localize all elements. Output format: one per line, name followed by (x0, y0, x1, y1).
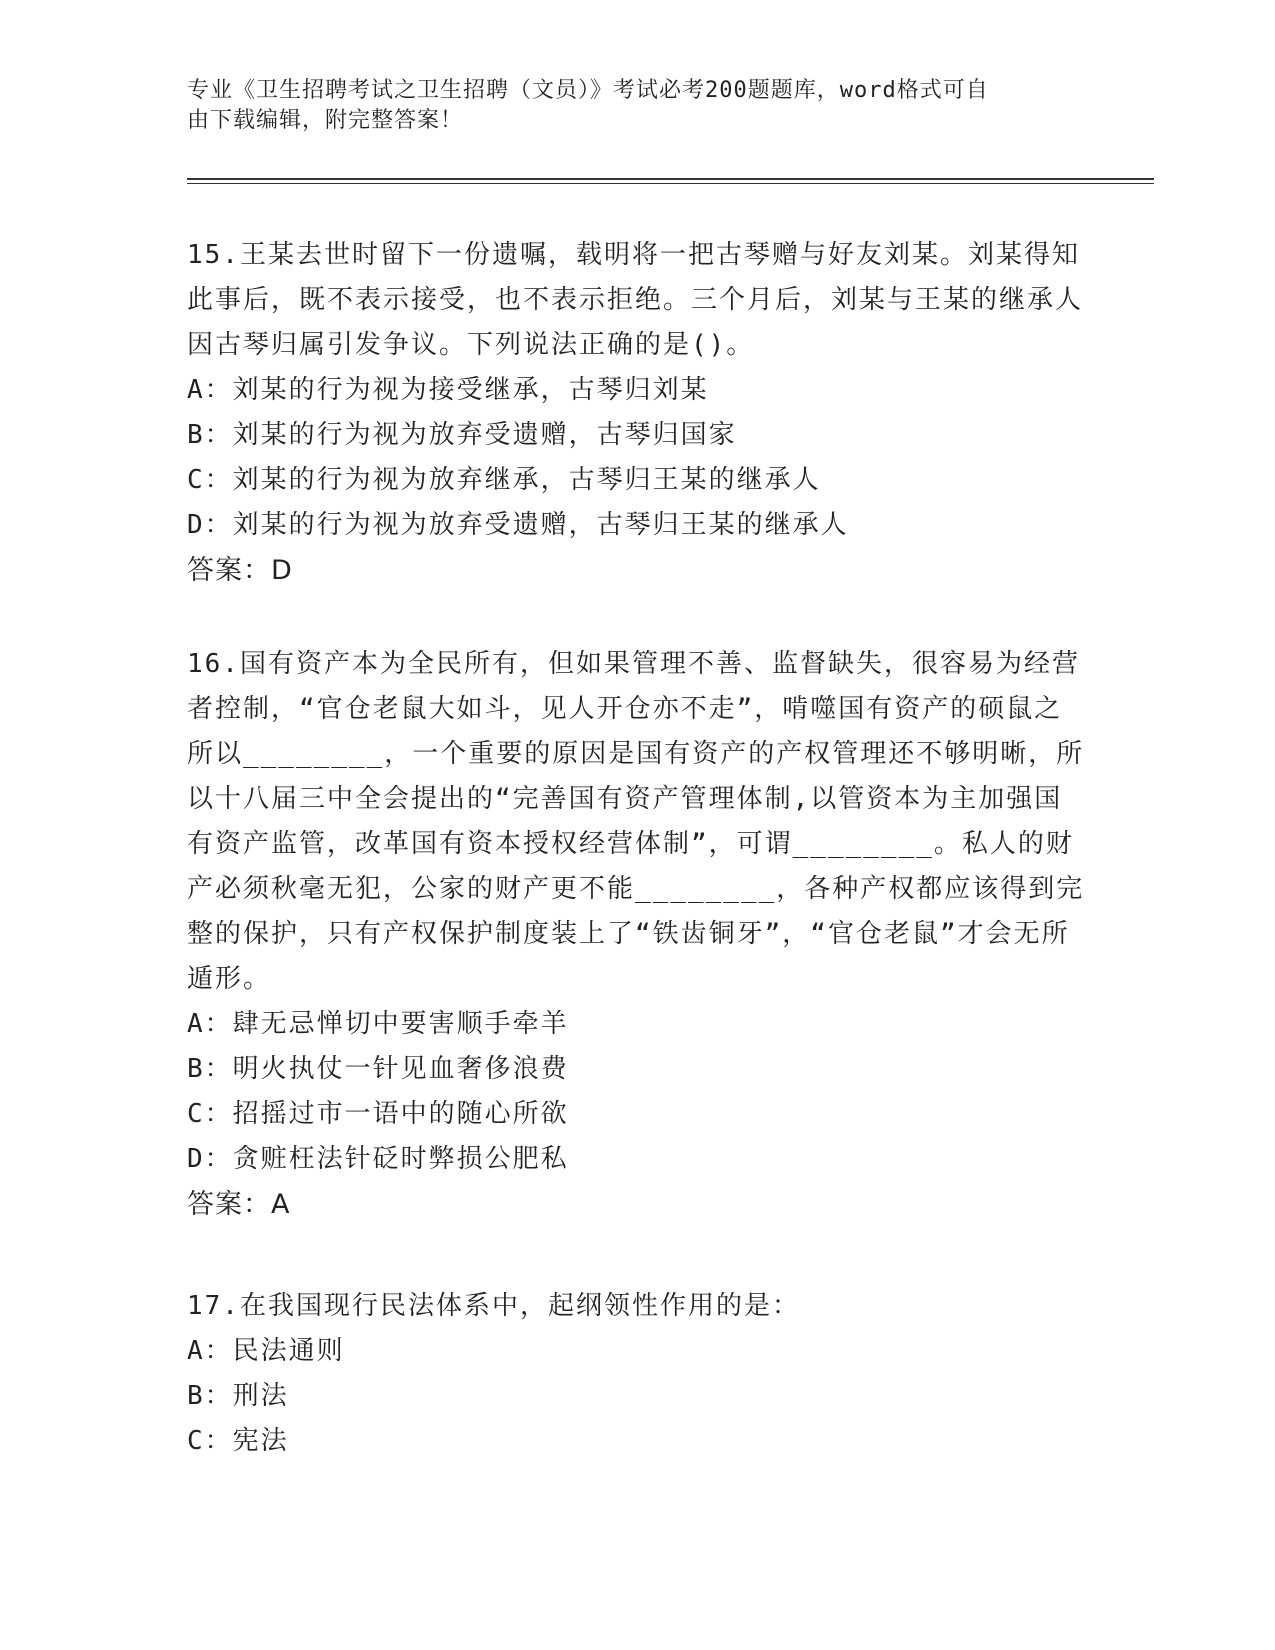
option-d: D：刘某的行为视为放弃受遗赠，古琴归王某的继承人 (187, 510, 849, 540)
question-15 (187, 233, 1087, 593)
document-header (187, 76, 1087, 136)
question-17 (187, 1284, 1087, 1464)
header-divider-thick (187, 178, 1154, 180)
option-b: B：刑法 (187, 1381, 289, 1411)
option-c: C：刘某的行为视为放弃继承，古琴归王某的继承人 (187, 465, 821, 495)
question-stem: 17.在我国现行民法体系中，起纲领性作用的是： (187, 1291, 800, 1321)
option-c: C：招摇过市一语中的随心所欲 (187, 1099, 569, 1129)
option-a: A：民法通则 (187, 1336, 345, 1366)
option-a: A：刘某的行为视为接受继承，古琴归刘某 (187, 375, 709, 405)
question-stem: 15.王某去世时留下一份遗嘱，载明将一把古琴赠与好友刘某。刘某得知此事后，既不表示接受，也不表示拒绝。三个月后，刘某与王某的继承人因古琴归属引发争议。下列说法正确的是()。 (187, 240, 1084, 360)
option-a: A：肆无忌惮切中要害顺手牵羊 (187, 1009, 569, 1039)
question-16 (187, 642, 1087, 1227)
question-stem: 16.国有资产本为全民所有，但如果管理不善、监督缺失，很容易为经营者控制，“官仓老鼠大如斗，见人开仓亦不走”，啃噬国有资产的硕鼠之所以________，一个重要的原因是国有资产的产权管理还不够明晰，所以十八届三中全会提出的“完善国有资产管理体制,以管资本为主加强国有资产监管，改革国有资本授权经营体制”，可谓________。私人的财产必须秋毫无犯，公家的财产更不能________，各种产权都应该得到完整的保护，只有产权保护制度装上了“铁齿铜牙”，“官仓老鼠”才会无所遁形。 (187, 649, 1085, 994)
answer: 答案：D (187, 555, 293, 586)
header-line-2: 由下载编辑，附完整答案！ (187, 108, 464, 133)
answer: 答案：A (187, 1189, 291, 1220)
option-d: D：贪赃枉法针砭时弊损公肥私 (187, 1144, 569, 1174)
header-divider-thin (187, 183, 1154, 184)
option-b: B：明火执仗一针见血奢侈浪费 (187, 1054, 569, 1084)
option-c: C：宪法 (187, 1426, 289, 1456)
header-line-1: 专业《卫生招聘考试之卫生招聘（文员）》考试必考200题题库，word格式可自 (187, 78, 989, 103)
option-b: B：刘某的行为视为放弃受遗赠，古琴归国家 (187, 420, 737, 450)
